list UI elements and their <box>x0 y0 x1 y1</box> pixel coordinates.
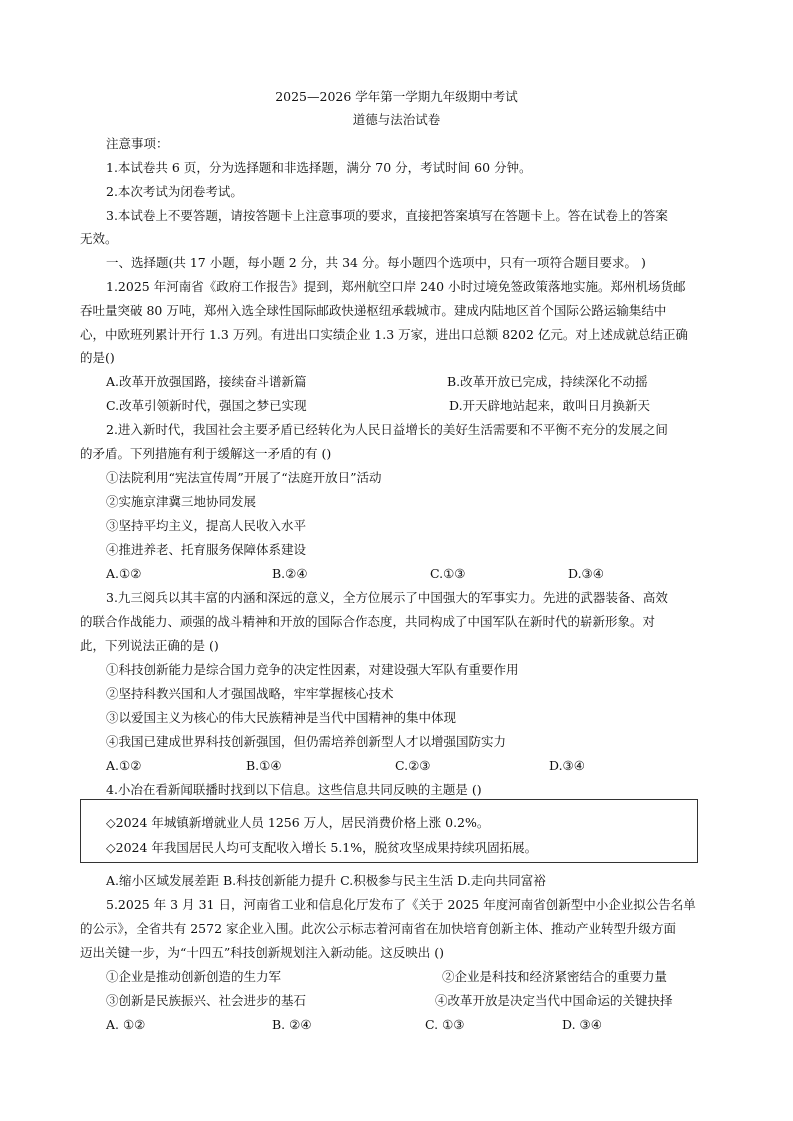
q1-option-b: B.改革开放已完成，持续深化不动摇 <box>447 374 648 389</box>
exam-subtitle: 道德与法治试卷 <box>352 112 441 127</box>
q3-item: ②坚持科教兴国和人才强国战略，牢牢掌握核心技术 <box>106 686 394 701</box>
q3-item: ③以爱国主义为核心的伟大民族精神是当代中国精神的集中体现 <box>106 710 457 725</box>
q2-stem-line: 的矛盾。下列措施有利于缓解这一矛盾的有 () <box>80 446 332 461</box>
q2-stem-line: 2.进入新时代，我国社会主要矛盾已经转化为人民日益增长的美好生活需要和不平衡不充分的发展之间 <box>106 422 668 437</box>
q5-option-d: D. ③④ <box>562 1017 602 1032</box>
q1-option-c: C.改革引领新时代，强国之梦已实现 <box>106 398 307 413</box>
q3-option-b: B.①④ <box>246 758 282 773</box>
q2-option-d: D.③④ <box>568 566 604 581</box>
q4-box-line: ◇2024 年城镇新增就业人员 1256 万人，居民消费价格上涨 0.2%。 <box>106 815 490 830</box>
q5-stem-line: 迈出关键一步，为“十四五”科技创新规划注入新动能。这反映出 () <box>80 945 445 960</box>
q2-option-c: C.①③ <box>430 566 466 581</box>
q3-stem-line: 3.九三阅兵以其丰富的内涵和深远的意义，全方位展示了中国强大的军事实力。先进的武器装备、高效 <box>106 590 668 605</box>
notes-heading: 注意事项： <box>106 136 169 151</box>
note-item: 2.本次考试为闭卷考试。 <box>106 184 243 199</box>
q5-option-a: A. ①② <box>106 1017 146 1032</box>
q4-stem: 4.小冶在看新闻联播时找到以下信息。这些信息共同反映的主题是 () <box>106 782 482 797</box>
q5-stem-line: 5.2025 年 3 月 31 日，河南省工业和信息化厅发布了《关于 2025 年度河南省创新型中小企业拟公告名单 <box>106 897 696 912</box>
exam-title: 2025—2026 学年第一学期九年级期中考试 <box>275 89 518 104</box>
q3-stem-line: 此，下列说法正确的是 () <box>80 638 219 653</box>
q2-option-a: A.①② <box>106 566 142 581</box>
note-item: 无效。 <box>80 231 118 246</box>
note-item: 3.本试卷上不要答题，请按答题卡上注意事项的要求，直接把答案填写在答题卡上。答在试卷上的答案 <box>106 208 668 223</box>
q1-stem-line: 吞吐量突破 80 万吨，郑州入选全球性国际邮政快递枢纽承载城市。建成内陆地区首个国际公路运输集结中 <box>80 303 667 318</box>
q5-item: ④改革开放是决定当代中国命运的关键抉择 <box>435 993 673 1008</box>
q3-option-c: C.②③ <box>395 758 431 773</box>
q5-item: ③创新是民族振兴、社会进步的基石 <box>106 993 307 1008</box>
q5-item: ②企业是科技和经济紧密结合的重要力量 <box>442 969 668 984</box>
section-heading: 一、选择题(共 17 小题，每小题 2 分，共 34 分。每小题四个选项中，只有一项符合题目要求。 ) <box>106 255 646 270</box>
q5-item: ①企业是推动创新创造的生力军 <box>106 969 282 984</box>
q3-item: ①科技创新能力是综合国力竞争的决定性因素，对建设强大军队有重要作用 <box>106 662 519 677</box>
q1-stem-line: 心，中欧班列累计开行 1.3 万列。有进出口实绩企业 1.3 万家，进出口总额 8202 亿元。对上述成就总结正确 <box>80 327 688 342</box>
q3-option-d: D.③④ <box>549 758 585 773</box>
q1-stem-line: 的是() <box>80 350 115 365</box>
q2-option-b: B.②④ <box>272 566 308 581</box>
q1-option-a: A.改革开放强国路，接续奋斗谱新篇 <box>106 374 307 389</box>
q5-option-c: C. ①③ <box>425 1017 465 1032</box>
note-item: 1.本试卷共 6 页，分为选择题和非选择题，满分 70 分，考试时间 60 分钟。 <box>106 160 532 175</box>
q3-stem-line: 的联合作战能力、顽强的战斗精神和开放的国际合作态度，共同构成了中国军队在新时代的崭新形象。对 <box>80 614 656 629</box>
q2-item: ④推进养老、托育服务保障体系建设 <box>106 542 307 557</box>
q5-option-b: B. ②④ <box>272 1017 312 1032</box>
q1-option-d: D.开天辟地站起来，敢叫日月换新天 <box>449 398 651 413</box>
q4-options: A.缩小区域发展差距 B.科技创新能力提升 C.积极参与民主生活 D.走向共同富裕 <box>106 873 546 888</box>
q1-stem-line: 1.2025 年河南省《政府工作报告》提到，郑州航空口岸 240 小时过境免签政策落地实施。郑州机场货邮 <box>106 279 686 294</box>
q5-stem-line: 的公示》，全省共有 2572 家企业入围。此次公示标志着河南省在加快培育创新主体、推动产业转型升级方面 <box>80 921 677 936</box>
q2-item: ①法院利用“宪法宣传周”开展了“法庭开放日”活动 <box>106 470 382 485</box>
q3-option-a: A.①② <box>106 758 142 773</box>
q3-item: ④我国已建成世界科技创新强国，但仍需培养创新型人才以增强国防实力 <box>106 734 507 749</box>
q4-box-line: ◇2024 年我国居民人均可支配收入增长 5.1%，脱贫攻坚成果持续巩固拓展。 <box>106 840 538 855</box>
q2-item: ②实施京津冀三地协同发展 <box>106 494 257 509</box>
q2-item: ③坚持平均主义，提高人民收入水平 <box>106 518 307 533</box>
